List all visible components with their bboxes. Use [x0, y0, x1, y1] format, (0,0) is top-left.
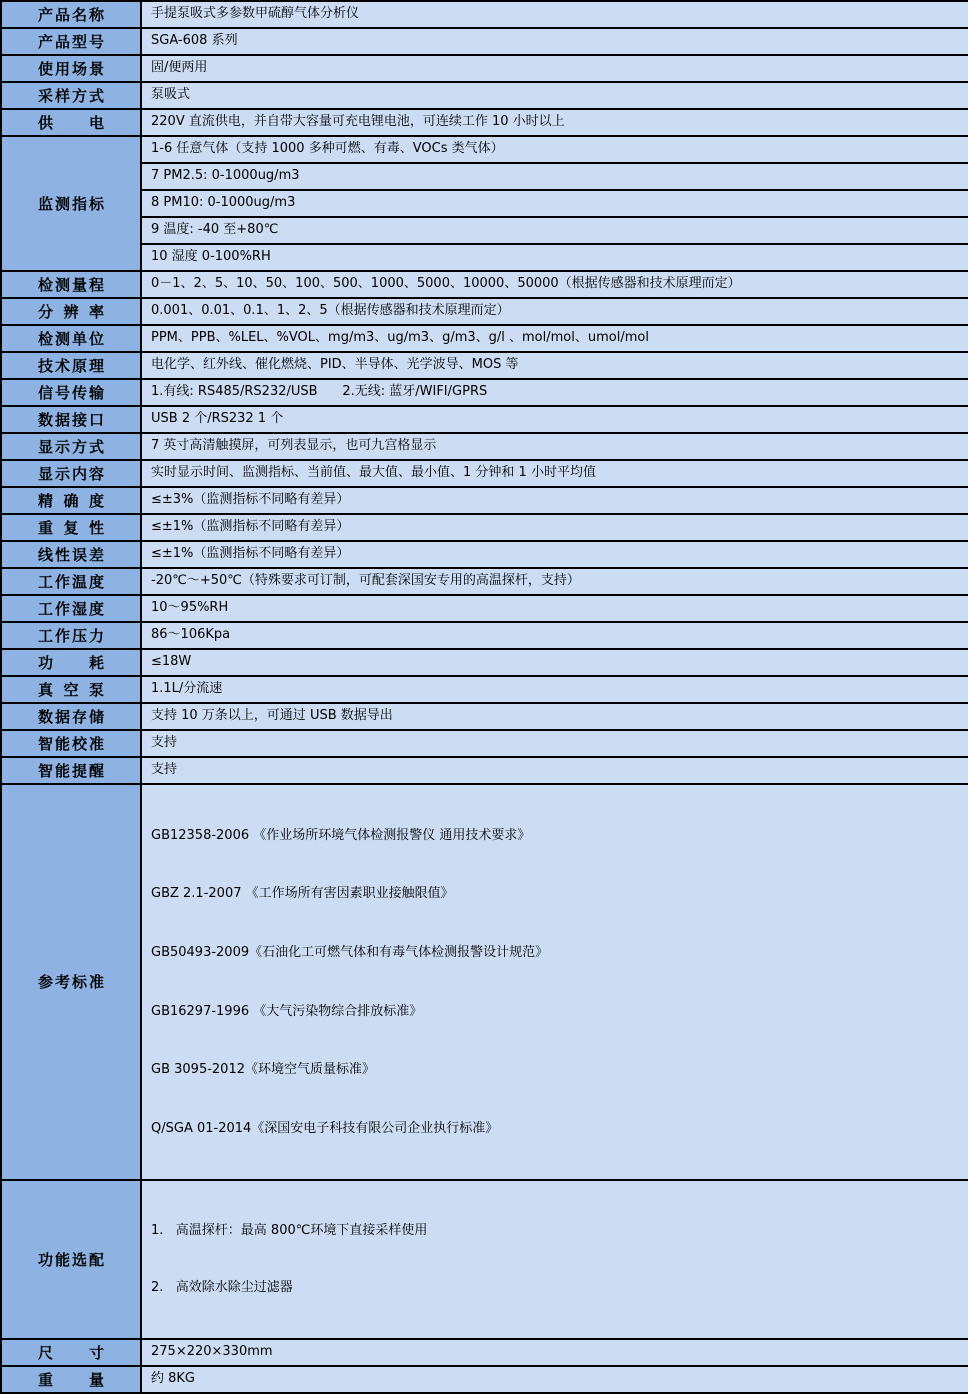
spec-label: [1, 433, 141, 460]
spec-label: [1, 1366, 141, 1393]
reference-standard: Q/SGA 01-2014《深国安电子科技有限公司企业执行标准》: [151, 1121, 499, 1137]
row-optional-features: [1, 1180, 968, 1339]
row-smart-reminder: [1, 757, 968, 784]
spec-value: 约 8KG: [141, 1366, 968, 1393]
spec-value: -20℃～+50℃（特殊要求可订制，可配套深国安专用的高温探杆，支持）: [141, 568, 968, 595]
spec-label: [1, 460, 141, 487]
label-text: 显示内容: [38, 465, 104, 483]
row-display-content: [1, 460, 968, 487]
spec-value: ≤18W: [141, 649, 968, 676]
spec-label: [1, 541, 141, 568]
optional-feature: 1. 高温探杆：最高 800℃环境下直接采样使用: [151, 1222, 428, 1238]
label-text: 工作温度: [38, 573, 104, 591]
spec-value: 275×220×330mm: [141, 1339, 968, 1366]
spec-value: 支持: [141, 757, 968, 784]
row-reference-standards: [1, 784, 968, 1180]
label-text: 数据存储: [38, 708, 104, 726]
label-text: 产品名称: [38, 6, 104, 24]
spec-label: [1, 514, 141, 541]
optional-feature: 2. 高效除水除尘过滤器: [151, 1280, 293, 1296]
spec-label: [1, 1180, 141, 1339]
spec-value: 0－1、2、5、10、50、100、500、1000、5000、10000、50000（根据传感器和技术原理而定）: [141, 271, 968, 298]
label-text: 监测指标: [38, 195, 104, 213]
label-text: 检测单位: [38, 330, 104, 348]
row-signal-transmission: [1, 379, 968, 406]
row-data-interface: [1, 406, 968, 433]
row-accuracy: [1, 487, 968, 514]
label-text: 技术原理: [38, 357, 104, 375]
label-text: 尺寸: [38, 1343, 104, 1362]
label-text: 采样方式: [38, 87, 104, 105]
spec-label: [1, 649, 141, 676]
spec-label: [1, 622, 141, 649]
label-text: 显示方式: [38, 438, 104, 456]
reference-standard: GBZ 2.1-2007 《工作场所有害因素职业接触限值》: [151, 886, 454, 902]
spec-value: ≤±1%（监测指标不同略有差异）: [141, 541, 968, 568]
label-text: 精确度: [38, 492, 104, 510]
spec-value: USB 2 个/RS232 1 个: [141, 406, 968, 433]
row-monitoring-items: [1, 190, 968, 217]
spec-label: [1, 757, 141, 784]
spec-value: 泵吸式: [141, 82, 968, 109]
label-text: 工作压力: [38, 627, 104, 645]
label-text: 使用场景: [38, 60, 104, 78]
spec-label: [1, 1, 141, 28]
row-monitoring-items: [1, 217, 968, 244]
row-dimensions: [1, 1339, 968, 1366]
row-monitoring-items: [1, 163, 968, 190]
label-text: 功耗: [38, 654, 104, 672]
spec-label: [1, 1339, 141, 1366]
spec-label: [1, 28, 141, 55]
spec-value: ≤±3%（监测指标不同略有差异）: [141, 487, 968, 514]
spec-value: 10～95%RH: [141, 595, 968, 622]
monitoring-item: 1-6 任意气体（支持 1000 多种可燃、有毒、VOCs 类气体）: [141, 136, 968, 163]
spec-value: SGA-608 系列: [141, 28, 968, 55]
monitoring-item: 9 温度: -40 至+80℃: [141, 217, 968, 244]
spec-value: 支持 10 万条以上，可通过 USB 数据导出: [141, 703, 968, 730]
spec-label: [1, 595, 141, 622]
row-working-temperature: [1, 568, 968, 595]
row-power-supply: [1, 109, 968, 136]
label-text: 重复性: [38, 519, 104, 537]
label-text: 重量: [38, 1370, 104, 1389]
label-text: 线性误差: [38, 546, 104, 564]
spec-value: 实时显示时间、监测指标、当前值、最大值、最小值、1 分钟和 1 小时平均值: [141, 460, 968, 487]
row-monitoring-items: [1, 136, 968, 163]
row-working-pressure: [1, 622, 968, 649]
label-text: 数据接口: [38, 411, 104, 429]
spec-label: [1, 271, 141, 298]
label-text: 分辨率: [38, 303, 104, 321]
reference-standards-list: [141, 784, 968, 1180]
spec-value: 电化学、红外线、催化燃烧、PID、半导体、光学波导、MOS 等: [141, 352, 968, 379]
row-weight: [1, 1366, 968, 1393]
label-text: 产品型号: [38, 33, 104, 51]
row-detection-unit: [1, 325, 968, 352]
spec-value: 手提泵吸式多参数甲硫醇气体分析仪: [141, 1, 968, 28]
label-text: 真空泵: [38, 681, 104, 699]
label-text: 智能提醒: [38, 762, 104, 780]
spec-value: 220V 直流供电，并自带大容量可充电锂电池，可连续工作 10 小时以上: [141, 109, 968, 136]
spec-value: 7 英寸高清触摸屏，可列表显示，也可九宫格显示: [141, 433, 968, 460]
monitoring-item: 7 PM2.5: 0-1000ug/m3: [141, 163, 968, 190]
spec-value: ≤±1%（监测指标不同略有差异）: [141, 514, 968, 541]
row-repeatability: [1, 514, 968, 541]
label-text: 供电: [38, 114, 104, 132]
optional-features-list: [141, 1180, 968, 1339]
row-resolution: [1, 298, 968, 325]
label-text: 工作湿度: [38, 600, 104, 618]
reference-standard: GB12358-2006 《作业场所环境气体检测报警仪 通用技术要求》: [151, 827, 531, 843]
spec-label: [1, 406, 141, 433]
spec-value: 1.有线: RS485/RS232/USB 2.无线: 蓝牙/WIFI/GPRS: [141, 379, 968, 406]
row-power-consumption: [1, 649, 968, 676]
reference-standard: GB16297-1996 《大气污染物综合排放标准》: [151, 1003, 423, 1019]
spec-label: [1, 379, 141, 406]
spec-label: [1, 784, 141, 1180]
spec-label: [1, 325, 141, 352]
row-usage-scenario: [1, 55, 968, 82]
row-technical-principle: [1, 352, 968, 379]
spec-label: [1, 676, 141, 703]
row-display-mode: [1, 433, 968, 460]
spec-label: [1, 82, 141, 109]
spec-value: 1.1L/分流速: [141, 676, 968, 703]
spec-value: PPM、PPB、%LEL、%VOL、mg/m3、ug/m3、g/m3、g/l 、mol/mol、umol/mol: [141, 325, 968, 352]
monitoring-item: 10 湿度 0-100%RH: [141, 244, 968, 271]
spec-value: 86～106Kpa: [141, 622, 968, 649]
row-data-storage: [1, 703, 968, 730]
spec-label: [1, 298, 141, 325]
row-product-name: [1, 1, 968, 28]
label-text: 功能选配: [38, 1250, 104, 1269]
spec-label: [1, 730, 141, 757]
row-detection-range: [1, 271, 968, 298]
spec-value: 固/便两用: [141, 55, 968, 82]
row-linearity-error: [1, 541, 968, 568]
label-text: 智能校准: [38, 735, 104, 753]
reference-standard: GB 3095-2012《环境空气质量标准》: [151, 1062, 375, 1078]
spec-label: [1, 568, 141, 595]
row-working-humidity: [1, 595, 968, 622]
label-text: 信号传输: [38, 384, 104, 402]
row-sampling-method: [1, 82, 968, 109]
row-monitoring-items: [1, 244, 968, 271]
spec-value: 0.001、0.01、0.1、1、2、5（根据传感器和技术原理而定）: [141, 298, 968, 325]
row-smart-calibration: [1, 730, 968, 757]
reference-standard: GB50493-2009《石油化工可燃气体和有毒气体检测报警设计规范》: [151, 945, 549, 961]
spec-value: 支持: [141, 730, 968, 757]
spec-label: [1, 703, 141, 730]
spec-label: [1, 109, 141, 136]
row-vacuum-pump: [1, 676, 968, 703]
monitoring-item: 8 PM10: 0-1000ug/m3: [141, 190, 968, 217]
spec-label: [1, 136, 141, 271]
spec-label: [1, 352, 141, 379]
spec-label: [1, 55, 141, 82]
spec-label: [1, 487, 141, 514]
label-text: 检测量程: [38, 276, 104, 294]
label-text: 参考标准: [38, 973, 104, 992]
row-product-model: [1, 28, 968, 55]
